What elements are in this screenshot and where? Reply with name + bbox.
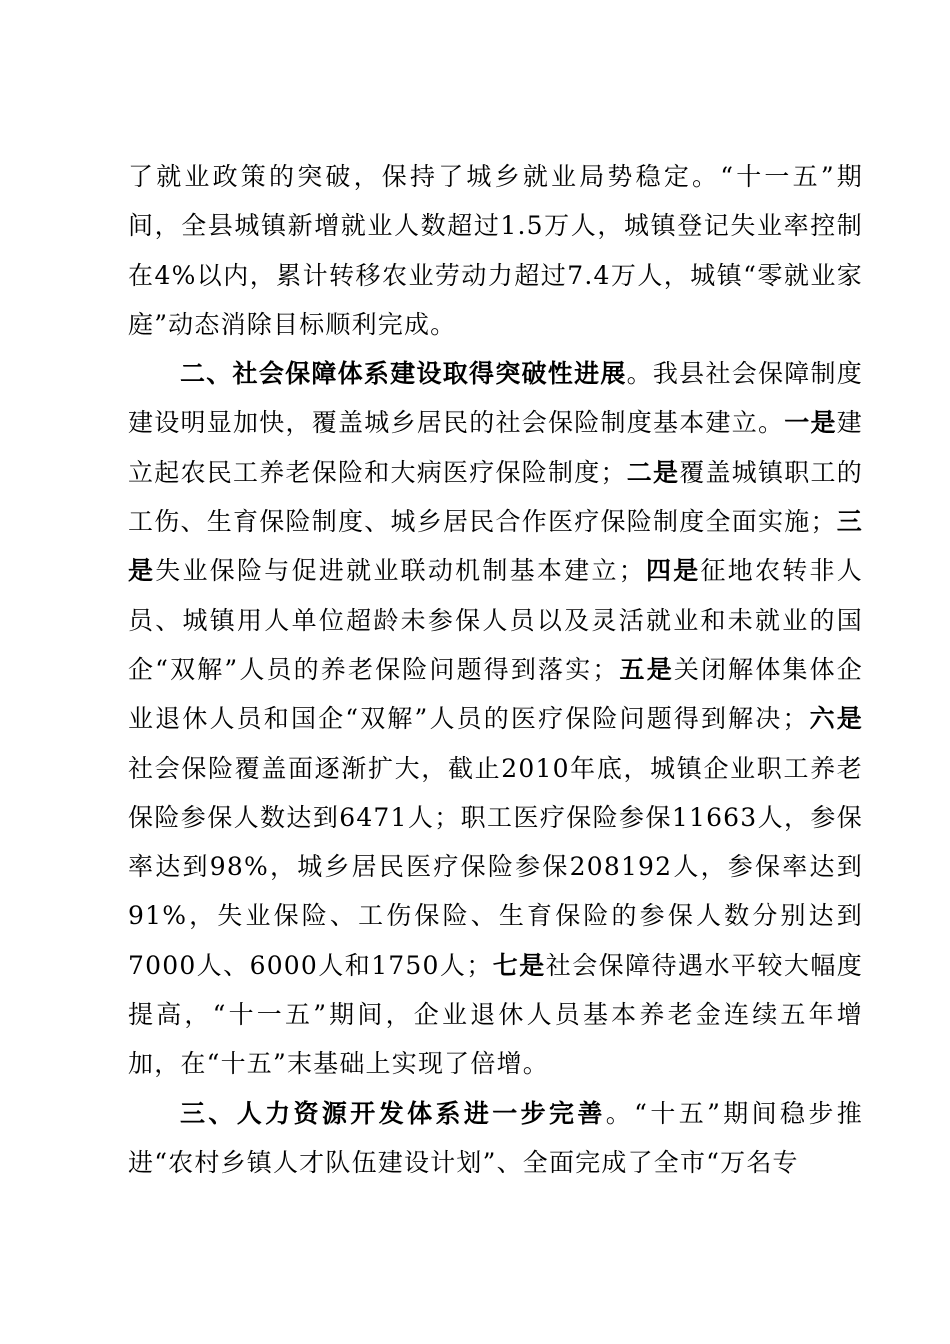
item-marker-6: 六是 xyxy=(808,704,864,734)
text-segment: 。“十五”期间稳步推进“农村乡镇人才队伍建设计划”、全面完成了全市“万名专 xyxy=(128,1098,863,1177)
text-segment: 关闭解体集体企业退休人员和国企“双解”人员的医疗保险问题得到解决； xyxy=(128,654,863,734)
paragraph-employment-summary xyxy=(128,152,863,349)
text-segment: 建立起农民工养老保险和大病医疗保险制度； xyxy=(128,408,863,487)
text-segment: 征地农转非人员、城镇用人单位超龄未参保人员以及灵活就业和未就业的国企“双解”人员的养老保险问题得到落实； xyxy=(128,556,864,684)
text-segment: 失业保险与促进就业联动机制基本建立； xyxy=(155,556,645,586)
text-segment: 。我县社会保障制度建设明显加快，覆盖城乡居民的社会保险制度基本建立。 xyxy=(128,359,863,438)
paragraph-human-resources xyxy=(128,1089,863,1188)
text-segment: 社会保险覆盖面逐渐扩大，截止2010年底，城镇企业职工养老保险参保人数达到6471人；职工医疗保险参保11663人，参保率达到98%，城乡居民医疗保险参保208192人，参保率达到91%，失业保险、工伤保险、生育保险的参保人数分别达到7000人、6000人和1750人； xyxy=(128,753,863,980)
paragraph-social-security xyxy=(128,349,863,1088)
item-marker-7: 七是 xyxy=(492,950,546,980)
section-heading-human-resources: 三、人力资源开发体系进一步完善 xyxy=(180,1098,606,1128)
item-marker-1: 一是 xyxy=(784,408,837,438)
section-heading-social-security: 二、社会保障体系建设取得突破性进展 xyxy=(180,359,627,389)
document-body xyxy=(128,152,863,1187)
item-marker-2: 二是 xyxy=(626,457,680,487)
text-segment: 了就业政策的突破，保持了城乡就业局势稳定。“十一五”期间，全县城镇新增就业人数超过1.5万人，城镇登记失业率控制在4%以内，累计转移农业劳动力超过7.4万人，城镇“零就业家庭”动态消除目标顺利完成。 xyxy=(128,162,863,339)
text-segment: 社会保障待遇水平较大幅度提高，“十一五”期间，企业退休人员基本养老金连续五年增加，在“十五”末基础上实现了倍增。 xyxy=(128,950,863,1079)
item-marker-3: 三是 xyxy=(128,507,864,586)
item-marker-5: 五是 xyxy=(618,654,674,684)
item-marker-4: 四是 xyxy=(644,556,701,586)
text-segment: 覆盖城镇职工的工伤、生育保险制度、城乡居民合作医疗保险制度全面实施； xyxy=(128,457,863,537)
